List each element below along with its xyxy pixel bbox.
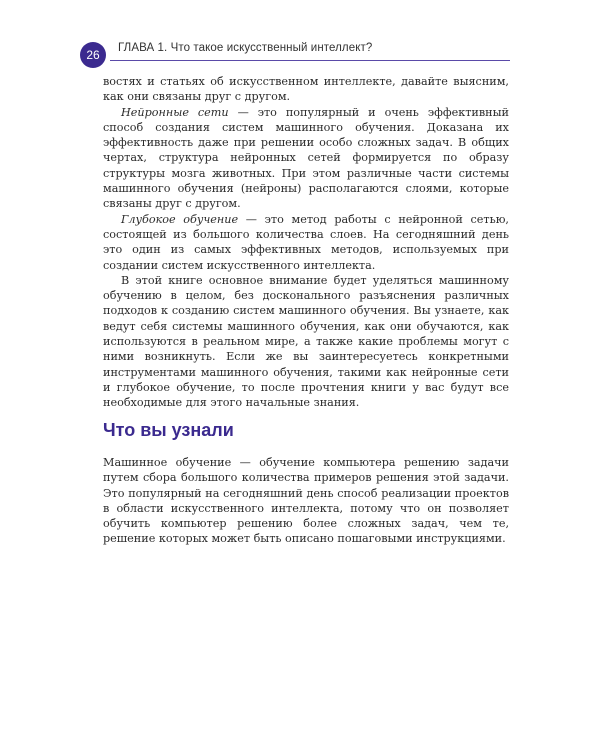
summary-text (103, 455, 509, 547)
paragraph-deep-learning (103, 212, 509, 273)
page-number-badge: 26 (80, 42, 106, 68)
paragraph-deep-learning-text: — это метод работы с нейронной сетью, состоящей из большого количества слоев. На сегодняшний день это один из самых эффективных методов, используемых при создании систем искусственного интеллекта. (103, 212, 509, 272)
section-heading: Что вы узнали (103, 420, 234, 440)
paragraph-neural-networks (103, 105, 509, 212)
term-deep-learning: Глубокое обучение (121, 212, 239, 226)
chapter-title: ГЛАВА 1. Что такое искусственный интеллект? (118, 42, 373, 54)
paragraph-continuation: востях и статьях об искусственном интеллекте, давайте выясним, как они связаны друг с другом. (103, 75, 509, 104)
body-text (103, 74, 509, 411)
summary-paragraph: Машинное обучение — обучение компьютера решению задачи путем сбора большого количества примеров решения этой задачи. Это популярный на сегодняшний день способ реализации проектов в области искусственного интеллекта, потому что он позволяет обучить компьютер решению более сложных задач, чем те, решение которых может быть описано пошаговыми инструкциями. (103, 456, 509, 546)
running-header (80, 36, 510, 70)
header-rule (110, 60, 510, 61)
paragraph-book-focus: В этой книге основное внимание будет уделяться машинному обучению в целом, без досконального разъяснения различных подходов к созданию систем машинного обучения. Вы узнаете, как ведут себя системы машинного обучения, как они обучаются, как используются в реальном мире, а также какие проблемы могут с ними возникнуть. Если же вы заинтересуетесь конкретными инструментами машинного обучения, такими как нейронные сети и глубокое обучение, то после прочтения книги у вас будут все необходимые для этого начальные знания. (103, 273, 509, 410)
paragraph-neural-networks-text: — это популярный и очень эффективный способ создания систем машинного обучения. Доказана их эффективность даже при решении особо сложных задач. В общих чертах, структура нейронных сетей формируется по образу структуры мозга животных. При этом различные части системы машинного обучения (нейроны) располагаются слоями, которые связаны друг с другом. (103, 105, 509, 211)
term-neural-networks: Нейронные сети (121, 105, 229, 119)
